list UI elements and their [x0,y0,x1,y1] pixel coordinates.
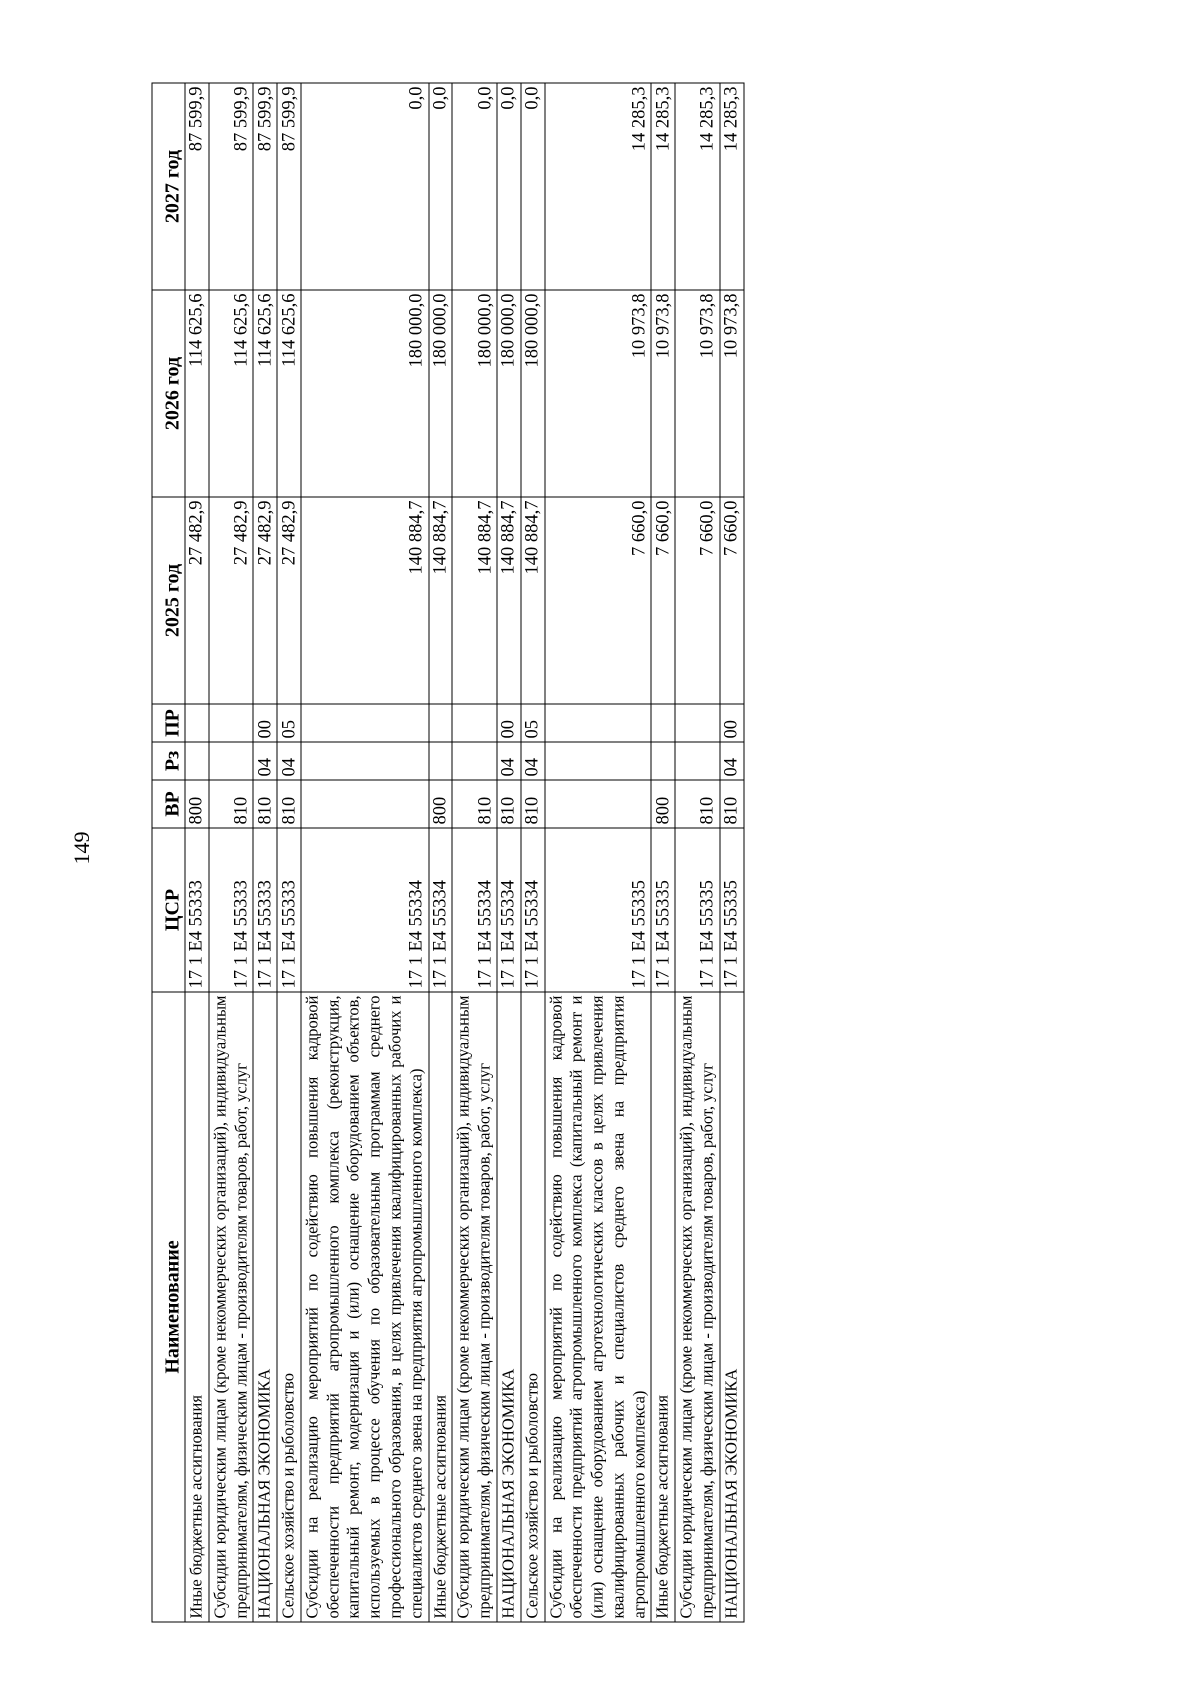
cell-2026: 180 000,0 [521,290,545,497]
cell-rz [452,742,497,780]
cell-name: Субсидии юридическим лицам (кроме некоммерческих организаций), индивидуальным предпринимателям, физическим лицам - производителям товаров, работ, услуг [675,992,720,1622]
table-row [521,83,545,1622]
header-vr: ВР [152,780,185,828]
cell-csr: 17 1 Е4 55334 [521,828,545,992]
table-body [185,83,744,1622]
rotated-table-container [152,83,1109,1623]
cell-2025: 27 482,9 [253,497,277,704]
cell-pr [545,704,652,742]
cell-2025: 7 660,0 [720,497,744,704]
cell-2027: 0,0 [521,83,545,290]
cell-csr: 17 1 Е4 55335 [651,828,675,992]
cell-2025: 27 482,9 [209,497,254,704]
cell-vr [545,780,652,828]
cell-rz [545,742,652,780]
cell-2025: 140 884,7 [452,497,497,704]
cell-name: НАЦИОНАЛЬНАЯ ЭКОНОМИКА [720,992,744,1622]
cell-csr: 17 1 Е4 55333 [253,828,277,992]
cell-csr: 17 1 Е4 55334 [429,828,453,992]
cell-pr [651,704,675,742]
cell-2027: 14 285,3 [545,83,652,290]
cell-pr [452,704,497,742]
table-row [452,83,497,1622]
cell-2026: 114 625,6 [277,290,301,497]
cell-pr: 05 [277,704,301,742]
cell-vr: 810 [277,780,301,828]
table-row [545,83,652,1622]
table-row [720,83,744,1622]
cell-csr: 17 1 Е4 55333 [277,828,301,992]
cell-rz [651,742,675,780]
cell-name: Иные бюджетные ассигнования [651,992,675,1622]
cell-2026: 10 973,8 [545,290,652,497]
cell-2025: 140 884,7 [521,497,545,704]
table-row [253,83,277,1622]
cell-csr: 17 1 Е4 55334 [452,828,497,992]
cell-pr: 00 [497,704,521,742]
cell-2026: 114 625,6 [185,290,209,497]
table-row [675,83,720,1622]
cell-csr: 17 1 Е4 55335 [720,828,744,992]
cell-name: Субсидии на реализацию мероприятий по содействию повышения кадровой обеспеченности предприятий агропромышленного комплекса (реконструкция, капитальный ремонт, модернизация и (или) оснащение оборудованием объектов, используемых в процессе обучения по образовательным программам среднего профессионального образования, в целях привлечения квалифицированных рабочих и специалистов среднего звена на предприятия агропромышленного комплекса) [301,992,429,1622]
cell-csr: 17 1 Е4 55335 [545,828,652,992]
table-header-row [152,83,185,1622]
budget-table [152,83,745,1623]
cell-name: Иные бюджетные ассигнования [429,992,453,1622]
cell-vr: 810 [497,780,521,828]
cell-csr: 17 1 Е4 55335 [675,828,720,992]
cell-vr: 810 [253,780,277,828]
cell-2025: 7 660,0 [651,497,675,704]
cell-rz: 04 [720,742,744,780]
cell-2027: 87 599,9 [277,83,301,290]
cell-2026: 10 973,8 [651,290,675,497]
cell-rz [185,742,209,780]
cell-vr [301,780,429,828]
cell-2026: 10 973,8 [675,290,720,497]
cell-2026: 114 625,6 [253,290,277,497]
cell-csr: 17 1 Е4 55333 [209,828,254,992]
cell-pr [429,704,453,742]
header-2026: 2026 год [152,290,185,497]
cell-pr [185,704,209,742]
cell-2025: 7 660,0 [675,497,720,704]
cell-2025: 7 660,0 [545,497,652,704]
cell-csr: 17 1 Е4 55334 [497,828,521,992]
cell-rz [429,742,453,780]
cell-vr: 810 [521,780,545,828]
cell-2027: 87 599,9 [185,83,209,290]
cell-2025: 27 482,9 [185,497,209,704]
cell-2027: 87 599,9 [253,83,277,290]
header-name: Наименование [152,992,185,1622]
cell-vr: 800 [429,780,453,828]
cell-pr [675,704,720,742]
cell-2025: 140 884,7 [497,497,521,704]
cell-rz: 04 [277,742,301,780]
cell-2026: 114 625,6 [209,290,254,497]
cell-rz: 04 [521,742,545,780]
cell-2027: 87 599,9 [209,83,254,290]
cell-2026: 180 000,0 [497,290,521,497]
cell-2027: 0,0 [497,83,521,290]
cell-2026: 180 000,0 [429,290,453,497]
table-row [651,83,675,1622]
cell-vr: 810 [675,780,720,828]
cell-vr: 810 [720,780,744,828]
cell-vr: 800 [185,780,209,828]
cell-2027: 14 285,3 [675,83,720,290]
header-rz: Рз [152,742,185,780]
cell-vr: 800 [651,780,675,828]
cell-name: Иные бюджетные ассигнования [185,992,209,1622]
cell-rz [209,742,254,780]
cell-2025: 27 482,9 [277,497,301,704]
header-pr: ПР [152,704,185,742]
cell-vr: 810 [209,780,254,828]
cell-rz: 04 [497,742,521,780]
cell-name: Субсидии на реализацию мероприятий по содействию повышения кадровой обеспеченности предприятий агропромышленного комплекса (капитальный ремонт и (или) оснащение оборудованием агротехнологических классов в целях привлечения квалифицированных рабочих и специалистов среднего звена на предприятия агропромышленного комплекса) [545,992,652,1622]
cell-name: Сельское хозяйство и рыболовство [521,992,545,1622]
table-row [497,83,521,1622]
cell-csr: 17 1 Е4 55334 [301,828,429,992]
header-csr: ЦСР [152,828,185,992]
cell-pr [209,704,254,742]
cell-2027: 14 285,3 [651,83,675,290]
cell-2025: 140 884,7 [429,497,453,704]
table-row [429,83,453,1622]
cell-name: Субсидии юридическим лицам (кроме некоммерческих организаций), индивидуальным предпринимателям, физическим лицам - производителям товаров, работ, услуг [209,992,254,1622]
cell-2027: 0,0 [429,83,453,290]
table-row [185,83,209,1622]
cell-pr: 00 [253,704,277,742]
cell-2027: 0,0 [301,83,429,290]
table-row [301,83,429,1622]
cell-vr: 810 [452,780,497,828]
cell-2026: 180 000,0 [452,290,497,497]
page-number: 149 [69,831,94,865]
cell-pr [301,704,429,742]
cell-name: НАЦИОНАЛЬНАЯ ЭКОНОМИКА [497,992,521,1622]
cell-rz [301,742,429,780]
cell-2026: 10 973,8 [720,290,744,497]
header-2025: 2025 год [152,497,185,704]
cell-name: НАЦИОНАЛЬНАЯ ЭКОНОМИКА [253,992,277,1622]
cell-2027: 0,0 [452,83,497,290]
cell-csr: 17 1 Е4 55333 [185,828,209,992]
cell-rz: 04 [253,742,277,780]
cell-2026: 180 000,0 [301,290,429,497]
table-row [209,83,254,1622]
table-row [277,83,301,1622]
cell-name: Субсидии юридическим лицам (кроме некоммерческих организаций), индивидуальным предпринимателям, физическим лицам - производителям товаров, работ, услуг [452,992,497,1622]
cell-rz [675,742,720,780]
cell-pr: 05 [521,704,545,742]
cell-name: Сельское хозяйство и рыболовство [277,992,301,1622]
cell-pr: 00 [720,704,744,742]
cell-2025: 140 884,7 [301,497,429,704]
header-2027: 2027 год [152,83,185,290]
cell-2027: 14 285,3 [720,83,744,290]
